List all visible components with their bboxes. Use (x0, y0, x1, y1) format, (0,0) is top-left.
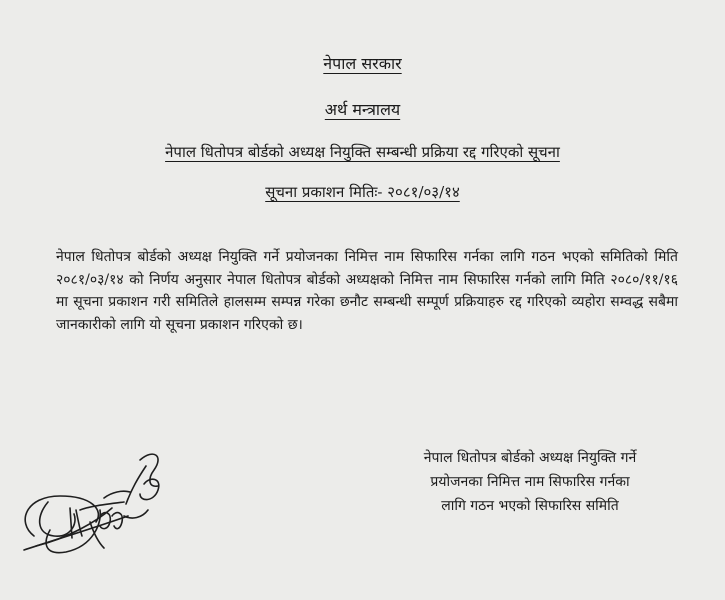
government-title: नेपाल सरकार (323, 54, 402, 73)
signatory-line-2: प्रयोजनका निमित्त नाम सिफारिस गर्नका (430, 474, 630, 490)
signatory-line-3: लागि गठन भएको सिफारिस समिति (441, 498, 619, 514)
notice-body: नेपाल धितोपत्र बोर्डको अध्यक्ष नियुक्ति गर्ने प्रयोजनका निमित्त नाम सिफारिस गर्नका लागि गठन भएको समितिको मिति २०८१/०३/१४ को निर्णय अनुसार नेपाल धितोपत्र बोर्डको अध्यक्षको निमित्त नाम सिफारिस गर्नको लागि मिति २०८०/११/१६ मा सूचना प्रकाशन गरी समितिले हालसम्म सम्पन्न गरेका छनौट सम्बन्धी सम्पूर्ण प्रक्रियाहरु रद्द गरिएको व्यहोरा सम्वद्ध सबैमा जानकारीको लागि यो सूचना प्रकाशन गरिएको छ। (56, 249, 678, 333)
handwritten-signature (8, 438, 198, 578)
notice-title: नेपाल धितोपत्र बोर्डको अध्यक्ष नियुक्ति सम्बन्धी प्रक्रिया रद्द गरिएको सूचना (165, 143, 560, 161)
publication-date: सूचना प्रकाशन मितिः- २०८१/०३/१४ (265, 183, 460, 201)
signatory-line-1: नेपाल धितोपत्र बोर्डको अध्यक्ष नियुक्ति गर्ने (423, 450, 637, 466)
ministry-title: अर्थ मन्त्रालय (324, 100, 401, 119)
